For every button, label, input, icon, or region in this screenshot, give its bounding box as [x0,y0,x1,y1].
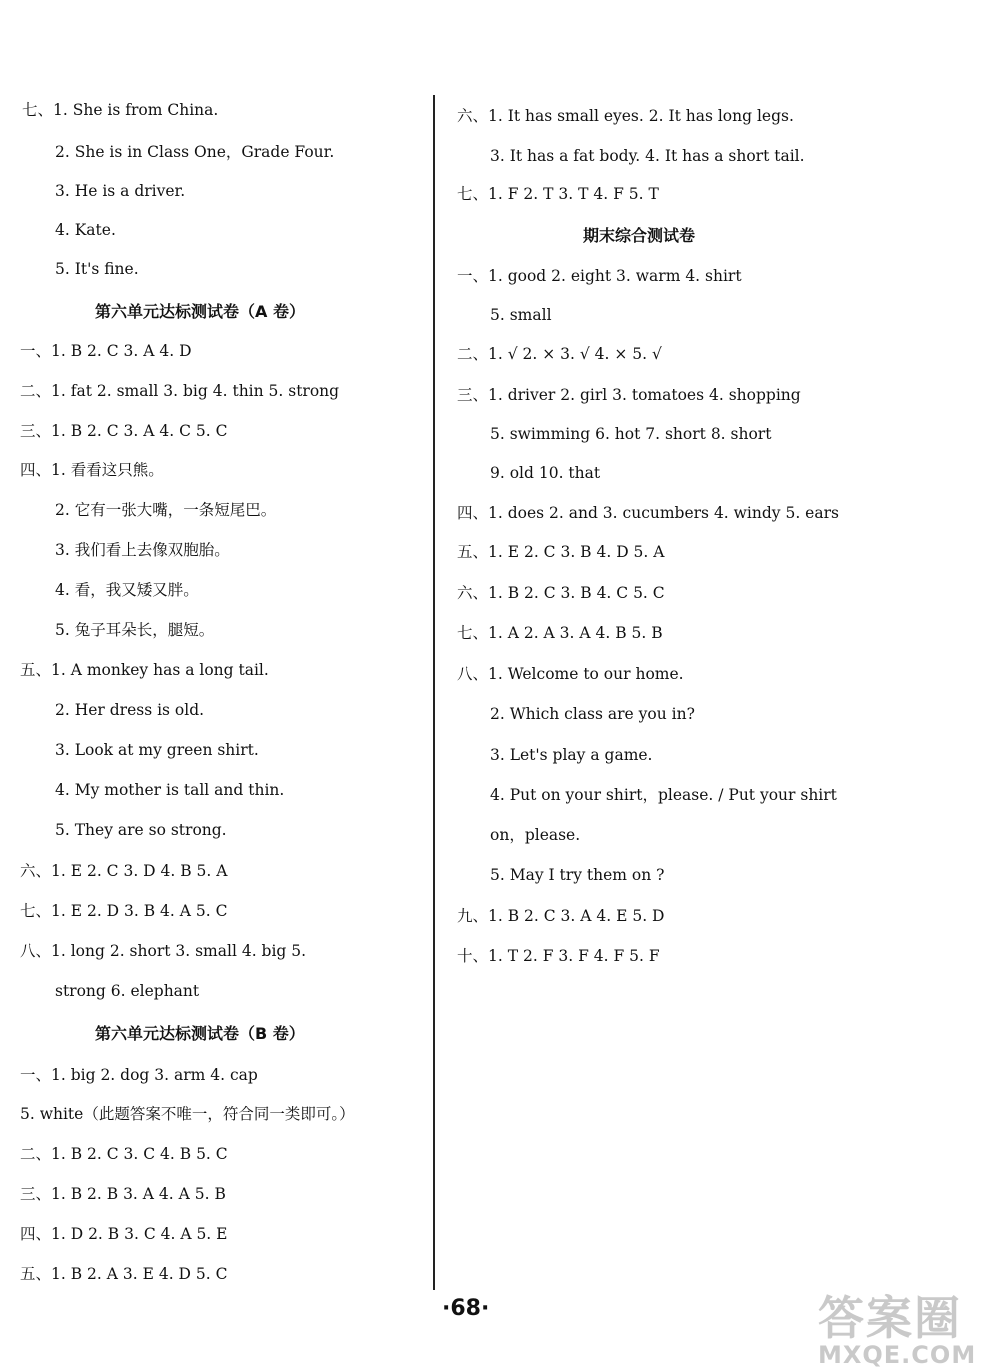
right-answer-line: 三、1. driver 2. girl 3. tomatoes 4. shopping [457,386,801,404]
left-section-heading: 第六单元达标测试卷（B 卷） [95,1024,305,1043]
left-answer-line: 三、1. B 2. C 3. A 4. C 5. C [20,422,228,440]
left-answer-line: 一、1. big 2. dog 3. arm 4. cap [20,1066,258,1084]
right-answer-line: 3. Let's play a game. [490,746,653,764]
left-answer-line: 四、1. 看看这只熊。 [20,461,164,479]
right-answer-line: 二、1. √ 2. × 3. √ 4. × 5. √ [457,345,662,363]
left-answer-line: strong 6. elephant [55,982,200,1000]
left-answer-line: 四、1. D 2. B 3. C 4. A 5. E [20,1225,228,1243]
left-answer-line: 八、1. long 2. short 3. small 4. big 5. [20,942,307,960]
right-answer-line: 八、1. Welcome to our home. [457,665,684,683]
right-section-heading: 期末综合测试卷 [583,226,696,245]
watermark-main-text: 答案圈 [818,1291,962,1345]
right-answer-line: 2. Which class are you in? [490,705,695,723]
right-answer-line: 七、1. A 2. A 3. A 4. B 5. B [457,624,663,642]
watermark-sub-text: MXQE.COM [818,1341,977,1369]
left-answer-line: 六、1. E 2. C 3. D 4. B 5. A [20,862,228,880]
right-answer-line: 4. Put on your shirt，please. / Put your shirt [490,786,837,804]
right-answer-line: 九、1. B 2. C 3. A 4. E 5. D [457,907,665,925]
right-answer-line: 5. small [490,306,552,324]
right-answer-line: 3. It has a fat body. 4. It has a short tail. [490,147,805,165]
left-answer-line: 2. She is in Class One，Grade Four. [55,143,335,161]
left-answer-line: 三、1. B 2. B 3. A 4. A 5. B [20,1185,226,1203]
right-answer-line: 5. May I try them on ? [490,866,665,884]
left-answer-line: 5. They are so strong. [55,821,227,839]
right-answer-line: 四、1. does 2. and 3. cucumbers 4. windy 5. ears [457,504,839,522]
left-answer-line: 4. My mother is tall and thin. [55,781,285,799]
right-answer-line: 十、1. T 2. F 3. F 4. F 5. F [457,947,660,965]
left-answer-line: 5. white（此题答案不唯一，符合同一类即可。） [20,1105,355,1123]
left-answer-line: 5. 兔子耳朵长，腿短。 [55,621,215,639]
left-section-heading: 第六单元达标测试卷（A 卷） [95,302,305,321]
left-answer-line: 2. 它有一张大嘴，一条短尾巴。 [55,501,277,519]
right-answer-line: 5. swimming 6. hot 7. short 8. short [490,425,772,443]
right-answer-line: 六、1. B 2. C 3. B 4. C 5. C [457,584,665,602]
left-answer-line: 5. It's fine. [55,260,139,278]
left-answer-line: 五、1. B 2. A 3. E 4. D 5. C [20,1265,228,1283]
left-answer-line: 4. Kate. [55,221,116,239]
left-answer-line: 七、1. E 2. D 3. B 4. A 5. C [20,902,228,920]
left-answer-line: 2. Her dress is old. [55,701,205,719]
left-answer-line: 一、1. B 2. C 3. A 4. D [20,342,192,360]
right-answer-line: 五、1. E 2. C 3. B 4. D 5. A [457,543,665,561]
left-answer-line: 3. He is a driver. [55,182,186,200]
left-answer-line: 二、1. fat 2. small 3. big 4. thin 5. strong [20,382,340,400]
column-divider [433,95,435,1290]
watermark-logo [818,1291,977,1369]
left-answer-line: 3. 我们看上去像双胞胎。 [55,541,230,559]
left-answer-line: 五、1. A monkey has a long tail. [20,661,269,679]
right-answer-line: 六、1. It has small eyes. 2. It has long legs. [457,107,794,125]
left-answer-line: 二、1. B 2. C 3. C 4. B 5. C [20,1145,228,1163]
right-answer-line: 七、1. F 2. T 3. T 4. F 5. T [457,185,659,203]
left-answer-line: 七、1. She is from China. [22,101,219,119]
left-answer-line: 4. 看，我又矮又胖。 [55,581,199,599]
left-answer-line: 3. Look at my green shirt. [55,741,259,759]
page-number: ·68· [442,1296,490,1321]
right-answer-line: on，please. [490,826,581,844]
right-answer-line: 一、1. good 2. eight 3. warm 4. shirt [457,267,742,285]
right-answer-line: 9. old 10. that [490,464,601,482]
